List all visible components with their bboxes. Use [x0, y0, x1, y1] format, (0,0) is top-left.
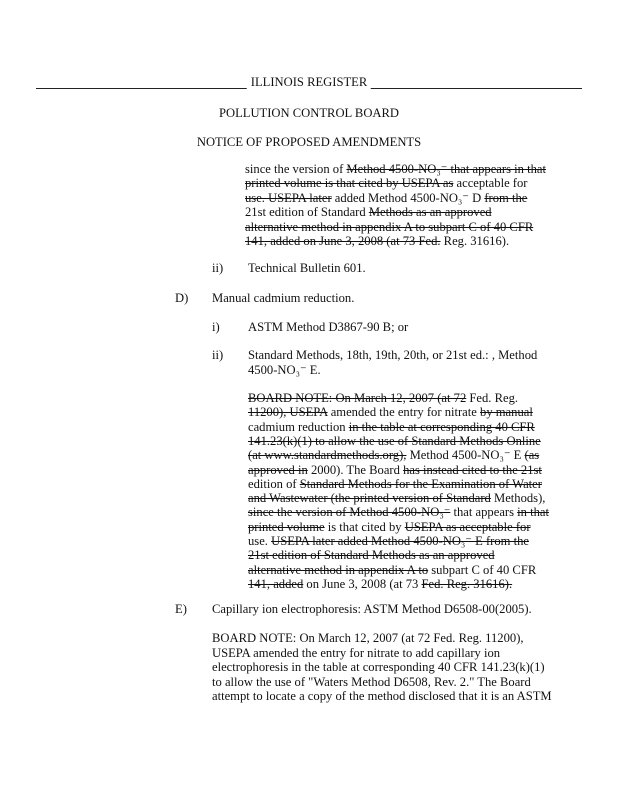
text-line — [245, 176, 528, 190]
text-segment: is that cited by — [324, 519, 405, 534]
struck-text: (as — [524, 448, 540, 463]
struck-text: printed volume is that cited by USEPA as — [245, 176, 454, 191]
text-line — [248, 548, 495, 562]
struck-text: USEPA as acceptable for — [404, 519, 531, 534]
text-segment: 21st edition of Standard — [245, 205, 369, 220]
text-line: attempt to locate a copy of the method disclosed that it is an ASTM — [212, 689, 552, 704]
text-line — [245, 205, 492, 219]
text-segment: amended the entry for nitrate — [327, 405, 481, 420]
text-line: BOARD NOTE: On March 12, 2007 (at 72 Fed. Reg. 11200), — [212, 631, 524, 645]
notice-title: NOTICE OF PROPOSED AMENDMENTS — [196, 135, 422, 149]
text-line — [245, 220, 533, 234]
item-label: D) — [175, 291, 189, 305]
struck-text: by manual — [480, 405, 533, 420]
struck-text: Method 4500-NO₃⁻ that appears in that — [346, 162, 546, 176]
item-label: E) — [175, 602, 187, 616]
struck-text: USEPA later added Method 4500-NO₃⁻ E from the — [271, 534, 529, 548]
text-segment: cadmium reduction — [248, 419, 349, 434]
item-text: ASTM Method D3867-90 B; or — [248, 320, 409, 334]
text-line — [245, 191, 527, 205]
struck-text: 21st edition of Standard Methods as an approved — [248, 548, 495, 563]
text-line: electrophoresis in the table at corresponding 40 CFR 141.23(k)(1) — [212, 660, 545, 675]
text-segment: since the version of — [245, 162, 347, 176]
text-line — [248, 577, 512, 591]
struck-text: 11200), USEPA — [248, 405, 328, 420]
text-line — [248, 463, 542, 477]
struck-text: in that — [517, 505, 549, 520]
struck-text: Standard Methods for the Examination of Water — [299, 476, 542, 491]
text-line — [248, 448, 539, 462]
text-line — [245, 234, 509, 248]
item-label: ii) — [212, 261, 224, 275]
struck-text: printed volume — [248, 519, 325, 534]
item-text: Capillary ion electrophoresis: ASTM Method D6508-00(2005). — [212, 602, 532, 616]
item-text: 4500-NO₃⁻ E. — [248, 363, 321, 377]
text-line: to allow the use of "Waters Method D6508, Rev. 2." The Board — [212, 674, 531, 689]
item-text: Standard Methods, 18th, 19th, 20th, or 21st ed.: , Method — [248, 348, 538, 362]
struck-text: since the version of Method 4500-NO₃⁻ — [248, 505, 451, 520]
text-line — [248, 391, 518, 405]
text-line — [248, 477, 542, 491]
board-title: POLLUTION CONTROL BOARD — [218, 106, 400, 120]
text-segment: edition of — [248, 476, 300, 491]
text-segment: Methods), — [490, 491, 546, 506]
struck-text: alternative method in appendix A to — [248, 562, 429, 577]
struck-text: use. USEPA later — [245, 190, 332, 205]
struck-text: has instead cited to the 21st — [403, 462, 542, 477]
text-segment: 2000). The Board — [307, 462, 404, 477]
text-segment: that appears — [450, 505, 518, 520]
text-line — [248, 491, 545, 505]
struck-text: BOARD NOTE: On March 12, 2007 (at 72 — [248, 391, 467, 405]
text-segment: added Method 4500-NO₃⁻ D — [331, 190, 485, 205]
text-segment: subpart C of 40 CFR — [428, 562, 537, 577]
struck-text: approved in — [248, 462, 308, 477]
struck-text: (at www.standardmethods.org), — [248, 448, 407, 463]
text-line — [248, 534, 529, 548]
struck-text: 141, added — [248, 576, 304, 591]
struck-text: alternative method in appendix A to subpart C of 40 CFR — [245, 219, 534, 234]
text-segment: Method 4500-NO₃⁻ E — [406, 448, 525, 463]
item-text: Manual cadmium reduction. — [212, 291, 355, 305]
struck-text: Fed. Reg. 31616). — [421, 576, 513, 591]
text-line — [248, 405, 533, 419]
text-segment: on June 3, 2008 (at 73 — [303, 576, 422, 591]
struck-text: from the — [484, 190, 528, 205]
text-line — [248, 434, 541, 448]
text-line — [245, 162, 546, 176]
item-label: ii) — [212, 348, 224, 362]
text-line — [248, 505, 549, 519]
text-segment: Fed. Reg. — [466, 391, 519, 405]
struck-text: 141, added on June 3, 2008 (at 73 Fed. — [245, 234, 441, 248]
struck-text: and Wastewater (the printed version of Standard — [248, 491, 491, 506]
text-segment: Reg. 31616). — [440, 234, 510, 248]
register-title: ILLINOIS REGISTER — [247, 75, 371, 89]
struck-text: 141.23(k)(1) to allow the use of Standard Methods Online — [248, 433, 541, 448]
text-line — [248, 520, 531, 534]
text-line: USEPA amended the entry for nitrate to add capillary ion — [212, 645, 501, 660]
item-label: i) — [212, 320, 220, 334]
text-line — [248, 420, 535, 434]
text-segment: use. — [248, 534, 272, 548]
text-segment: acceptable for — [453, 176, 528, 191]
struck-text: in the table at corresponding 40 CFR — [348, 419, 535, 434]
text-line — [248, 563, 536, 577]
item-text: Technical Bulletin 601. — [248, 261, 366, 275]
struck-text: Methods as an approved — [368, 205, 492, 220]
